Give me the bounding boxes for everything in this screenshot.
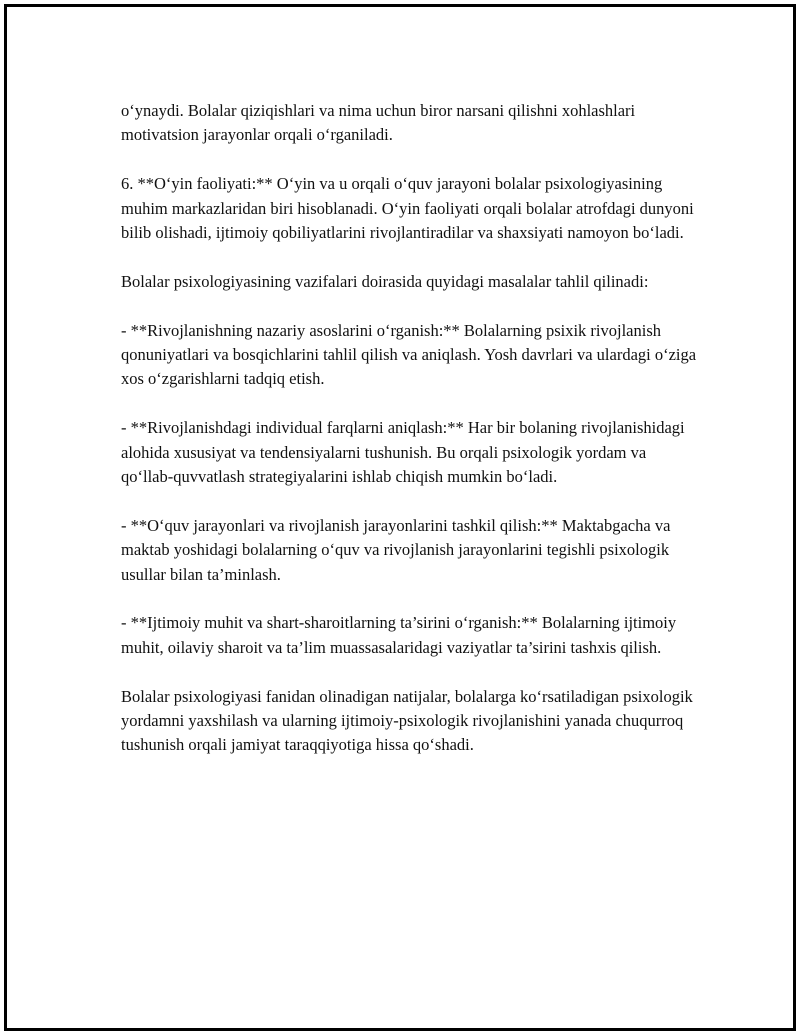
paragraph-play-activity: 6. **O‘yin faoliyati:** O‘yin va u orqali o‘quv jarayoni bolalar psixologiyasining muhim markazlaridan biri hisoblanadi. O‘yin faoliyati orqali bolalar atrofdagi dunyoni bilib olishadi, ijtimoiy qobiliyatlarini rivojlantiradilar va shaxsiyati namoyon bo‘ladi. [121, 174, 694, 243]
paragraph-conclusion: Bolalar psixologiyasi fanidan olinadigan natijalar, bolalarga ko‘rsatiladigan psixologik yordamni yaxshilash va ularning ijtimoiy-psixologik rivojlanishini yanada chuqurroq tushunish orqali jamiyat taraqqiyotiga hissa qo‘shadi. [121, 686, 693, 755]
document-body [121, 99, 701, 758]
paragraph-social-environment: - **Ijtimoiy muhit va shart-sharoitlarning ta’sirini o‘rganish:** Bolalarning ijtimoiy muhit, oilaviy sharoit va ta’lim muassasalaridagi vaziyatlar ta’sirini tashxis qilish. [121, 613, 677, 657]
paragraph-tasks-intro: Bolalar psixologiyasining vazifalari doirasida quyidagi masalalar tahlil qilinadi: [121, 271, 649, 291]
page-frame [4, 4, 796, 1031]
paragraph-learning-processes: - **O‘quv jarayonlari va rivojlanish jarayonlarini tashkil qilish:** Maktabgacha va maktab yoshidagi bolalarning o‘quv va rivojlanish jarayonlarini tegishli psixologik usullar bilan ta’minlash. [121, 515, 671, 584]
paragraph-individual-differences: - **Rivojlanishdagi individual farqlarni aniqlash:** Har bir bolaning rivojlanishidagi alohida xususiyat va tendensiyalarni tushunish. Bu orqali psixologik yordam va qo‘llab-quvvatlash strategiyalarini ishlab chiqish mumkin bo‘ladi. [121, 418, 685, 487]
paragraph-motivation-continuation: o‘ynaydi. Bolalar qiziqishlari va nima uchun biror narsani qilishni xohlashlari motivatsion jarayonlar orqali o‘rganiladi. [121, 101, 636, 145]
paragraph-theory-study: - **Rivojlanishning nazariy asoslarini o‘rganish:** Bolalarning psixik rivojlanish qonuniyatlari va bosqichlarini tahlil qilish va aniqlash. Yosh davrlari va ulardagi o‘ziga xos o‘zgarishlarni tadqiq etish. [121, 320, 697, 389]
